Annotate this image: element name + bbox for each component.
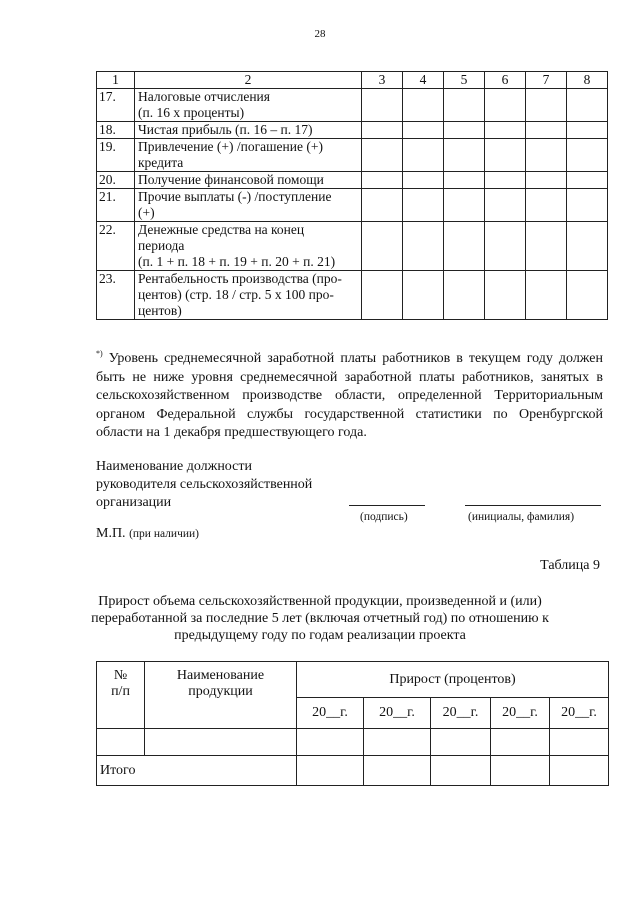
column-product: Наименование продукции: [145, 662, 297, 729]
column-header: 6: [485, 72, 526, 89]
value-cell[interactable]: [362, 89, 403, 122]
value-cell[interactable]: [444, 139, 485, 172]
value-cell[interactable]: [362, 122, 403, 139]
value-cell[interactable]: [403, 172, 444, 189]
value-cell[interactable]: [526, 139, 567, 172]
footnote-marker: *): [96, 349, 103, 358]
column-growth: Прирост (процентов): [297, 662, 609, 698]
value-cell[interactable]: [567, 89, 608, 122]
value-cell[interactable]: [403, 189, 444, 222]
value-cell[interactable]: [444, 222, 485, 271]
value-cell[interactable]: [444, 122, 485, 139]
year-header: 20__г.: [297, 698, 364, 729]
name-line[interactable]: [465, 505, 601, 506]
table-row: [97, 122, 608, 139]
row-label: [135, 271, 362, 320]
value-cell[interactable]: [403, 89, 444, 122]
row-label-line: (+): [138, 205, 155, 220]
row-number: 23.: [97, 271, 135, 320]
row-label-line: центов): [138, 303, 182, 318]
row-number: 19.: [97, 139, 135, 172]
financial-plan-table: [96, 71, 608, 320]
value-cell[interactable]: [485, 172, 526, 189]
row-number: 21.: [97, 189, 135, 222]
value-cell[interactable]: [444, 89, 485, 122]
value-cell[interactable]: [485, 89, 526, 122]
total-row: [97, 756, 609, 786]
row-number: 22.: [97, 222, 135, 271]
value-cell[interactable]: [444, 271, 485, 320]
row-label: [135, 222, 362, 271]
value-cell[interactable]: [362, 222, 403, 271]
value-cell[interactable]: [403, 222, 444, 271]
row-number: 18.: [97, 122, 135, 139]
footnote: [96, 350, 603, 443]
production-growth-table: [96, 661, 609, 786]
footnote-text: Уровень среднемесячной заработной платы работников в текущем году должен быть не ниже уровня среднемесячной заработной платы работников, занятых в сельскохозяйственном производстве области, определенной Территориальным органом Федеральной службы государственной статистики по Оренбургской области на 1 декабря предшествующего года.: [96, 351, 603, 440]
year-header: 20__г.: [431, 698, 491, 729]
stamp-label: М.П. (при наличии): [96, 526, 200, 541]
column-header: 5: [444, 72, 485, 89]
row-label-line: Чистая прибыль (п. 16 – п. 17): [138, 122, 313, 137]
value-cell[interactable]: [485, 271, 526, 320]
value-cell[interactable]: [567, 122, 608, 139]
row-label-line: периода: [138, 238, 185, 253]
row-label: [135, 89, 362, 122]
row-label-line: кредита: [138, 155, 184, 170]
row-number: 17.: [97, 89, 135, 122]
year-header: 20__г.: [364, 698, 431, 729]
value-cell[interactable]: [567, 189, 608, 222]
value-cell[interactable]: [362, 139, 403, 172]
value-cell[interactable]: [485, 139, 526, 172]
row-label: [135, 172, 362, 189]
value-cell[interactable]: [362, 189, 403, 222]
table-caption: Прирост объема сельскохозяйственной продукции, произведенной и (или) переработанной за последние 5 лет (включая отчетный год) по отношению к предыдущему году по годам реализации проекта: [91, 594, 549, 643]
value-cell[interactable]: [485, 189, 526, 222]
column-header: 3: [362, 72, 403, 89]
table-label: Таблица 9: [540, 558, 600, 573]
row-label-line: (п. 16 х проценты): [138, 105, 245, 120]
table-row: [97, 729, 609, 756]
row-label-line: центов) (стр. 18 / стр. 5 х 100 про-: [138, 287, 334, 302]
column-number: № п/п: [97, 662, 145, 729]
row-label-line: Прочие выплаты (-) /поступление: [138, 189, 332, 204]
value-cell[interactable]: [526, 222, 567, 271]
table-row: [97, 271, 608, 320]
row-label-line: Рентабельность производства (про-: [138, 271, 342, 286]
manager-position-label: Наименование должности руководителя сельскохозяйственной организации: [96, 459, 313, 510]
row-label-line: Налоговые отчисления: [138, 89, 270, 104]
column-header: 8: [567, 72, 608, 89]
row-label: [135, 122, 362, 139]
signature-line[interactable]: [349, 505, 425, 506]
name-caption: (инициалы, фамилия): [468, 511, 575, 523]
row-label: [135, 139, 362, 172]
value-cell[interactable]: [526, 172, 567, 189]
row-number: 20.: [97, 172, 135, 189]
value-cell[interactable]: [444, 189, 485, 222]
row-label: [135, 189, 362, 222]
table-row: [97, 89, 608, 122]
row-label-line: Привлечение (+) /погашение (+): [138, 139, 323, 154]
row-label-line: Денежные средства на конец: [138, 222, 305, 237]
value-cell[interactable]: [526, 122, 567, 139]
value-cell[interactable]: [567, 222, 608, 271]
value-cell[interactable]: [485, 122, 526, 139]
value-cell[interactable]: [526, 271, 567, 320]
year-header: 20__г.: [550, 698, 609, 729]
column-header: 2: [135, 72, 362, 89]
table-row: [97, 139, 608, 172]
signature-caption: (подпись): [360, 511, 408, 523]
value-cell[interactable]: [526, 189, 567, 222]
total-label: Итого: [97, 756, 297, 786]
value-cell[interactable]: [403, 271, 444, 320]
row-label-line: Получение финансовой помощи: [138, 172, 324, 187]
value-cell[interactable]: [526, 89, 567, 122]
row-label-line: (п. 1 + п. 18 + п. 19 + п. 20 + п. 21): [138, 254, 336, 269]
year-header: 20__г.: [491, 698, 550, 729]
column-header: 4: [403, 72, 444, 89]
column-header: 7: [526, 72, 567, 89]
value-cell[interactable]: [403, 122, 444, 139]
value-cell[interactable]: [444, 172, 485, 189]
value-cell[interactable]: [485, 222, 526, 271]
table-header-row: [97, 72, 608, 89]
table-row: [97, 172, 608, 189]
table-row: [97, 189, 608, 222]
value-cell[interactable]: [567, 271, 608, 320]
table-row: [97, 222, 608, 271]
column-header: 1: [97, 72, 135, 89]
value-cell[interactable]: [362, 172, 403, 189]
value-cell[interactable]: [403, 139, 444, 172]
page-number: 28: [314, 28, 326, 40]
value-cell[interactable]: [567, 139, 608, 172]
value-cell[interactable]: [362, 271, 403, 320]
value-cell[interactable]: [567, 172, 608, 189]
